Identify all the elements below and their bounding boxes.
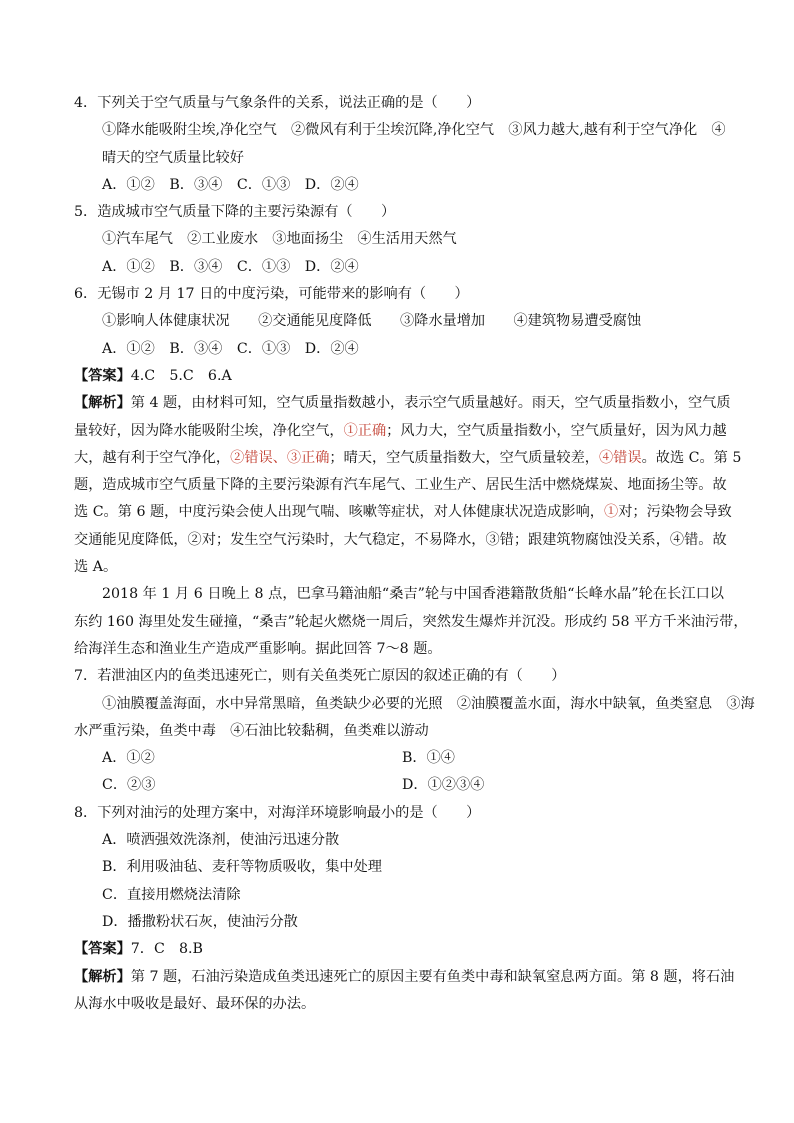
analysis-1-line-2 (74, 418, 727, 445)
question-5-items: ①汽车尾气 ②工业废水 ③地面扬尘 ④生活用天然气 (102, 231, 457, 248)
question-7-stem: 7．若泄油区内的鱼类迅速死亡，则有关鱼类死亡原因的叙述正确的有（ ） (74, 668, 566, 685)
option-d: D．①②③④ (402, 777, 485, 794)
answer-block-2 (74, 936, 724, 963)
answer-block-1 (74, 363, 724, 390)
analysis-text: ；风力大，空气质量指数小，空气质量好，因为风力越 (386, 422, 727, 439)
question-6-stem: 6．无锡市 2 月 17 日的中度污染，可能带来的影响有（ ） (74, 286, 469, 303)
question-4-options (74, 172, 724, 199)
option-d: D．②④ (304, 258, 359, 275)
option-a: A．①② (102, 258, 155, 275)
option-d: D．播撒粉状石灰，使油污分散 (102, 913, 298, 930)
analysis-1-line-5 (74, 499, 732, 526)
option-a: A．①② (102, 340, 155, 357)
question-5-stem: 5．造成城市空气质量下降的主要污染源有（ ） (74, 204, 396, 221)
question-7-items-cont: 水严重污染，鱼类中毒 ④石油比较黏稠，鱼类难以游动 (74, 722, 429, 739)
analysis-text: 选 C。第 6 题，中度污染会使人出现气喘、咳嗽等症状，对人体健康状况造成影响， (74, 504, 604, 521)
material-line-1: 2018 年 1 月 6 日晚上 8 点，巴拿马籍油船“桑吉”轮与中国香港籍散货船“长峰水晶”轮在长江口以 (102, 586, 724, 603)
analysis-2-line-1 (74, 964, 735, 991)
option-b: B．利用吸油毡、麦秆等物质吸收，集中处理 (102, 859, 382, 876)
analysis-1-line-4: 题，造成城市空气质量下降的主要污染源有汽车尾气、工业生产、居民生活中燃烧煤炭、地面扬尘等。故 (74, 477, 727, 494)
analysis-highlight: ④错误 (598, 449, 642, 466)
answer-tag: 【答案】 (74, 941, 131, 958)
option-a: A．①② (102, 750, 155, 767)
option-c: C．①③ (236, 340, 291, 357)
answer-text: 7．C 8.B (130, 941, 203, 958)
analysis-highlight: ①正确 (343, 422, 387, 439)
option-c: C．②③ (102, 777, 156, 794)
analysis-1-line-6: 交通能见度降低，②对；发生空气污染时，大气稳定，不易降水，③错；跟建筑物腐蚀没关系，④错。故 (74, 531, 727, 548)
option-b: B．③④ (169, 258, 223, 275)
question-4-items: ①降水能吸附尘埃,净化空气 ②微风有利于尘埃沉降,净化空气 ③风力越大,越有利于空气净化 ④ (102, 122, 726, 139)
option-b: B．③④ (169, 176, 223, 193)
material-line-2: 东约 160 海里处发生碰撞，“桑吉”轮起火燃烧一周后，突然发生爆炸并沉没。形成约 58 平方千米油污带， (74, 613, 748, 630)
analysis-highlight: ① (603, 504, 619, 521)
document-body (74, 90, 755, 1018)
analysis-tag: 【解析】 (74, 395, 131, 412)
option-c: C．①③ (236, 258, 291, 275)
analysis-2-line-2: 从海水中吸收是最好、最环保的办法。 (74, 995, 316, 1012)
analysis-text: ；晴天，空气质量指数大，空气质量较差， (329, 449, 599, 466)
analysis-text: 。故选 C。第 5 (641, 449, 742, 466)
question-6-options (74, 336, 724, 363)
option-d: D．②④ (304, 340, 359, 357)
analysis-text: 第 7 题，石油污染造成鱼类迅速死亡的原因主要有鱼类中毒和缺氧窒息两方面。第 8 题，将石油 (130, 968, 735, 985)
question-6-items: ①影响人体健康状况 ②交通能见度降低 ③降水量增加 ④建筑物易遭受腐蚀 (102, 313, 642, 330)
option-c: C．直接用燃烧法清除 (102, 886, 241, 903)
option-b: B．①④ (402, 750, 455, 767)
option-a: A．①② (102, 176, 155, 193)
analysis-text: 对；污染物会导致 (618, 504, 732, 521)
analysis-text: 第 4 题，由材料可知，空气质量指数越小，表示空气质量越好。雨天，空气质量指数小，空气质 (130, 395, 731, 412)
analysis-highlight: ②错误、③正确 (230, 449, 330, 466)
question-5-options (74, 254, 724, 281)
question-7-options-row-2 (74, 772, 724, 799)
option-c: C．①③ (236, 176, 291, 193)
question-7-items: ①油膜覆盖海面，水中异常黑暗，鱼类缺少必要的光照 ②油膜覆盖水面，海水中缺氧，鱼类窒息 ③海 (102, 695, 755, 712)
option-a: A．喷洒强效洗涤剂，使油污迅速分散 (102, 832, 340, 849)
analysis-text: 大，越有利于空气净化， (74, 449, 231, 466)
answer-tag: 【答案】 (74, 367, 131, 384)
analysis-1-line-7: 选 A。 (74, 559, 118, 576)
option-d: D．②④ (304, 176, 359, 193)
analysis-1-line-1 (74, 390, 731, 417)
material-line-3: 给海洋生态和渔业生产造成严重影响。据此回答 7～8 题。 (74, 640, 442, 657)
question-4-stem: 4．下列关于空气质量与气象条件的关系，说法正确的是（ ） (74, 95, 481, 111)
answer-text: 4.C 5.C 6.A (130, 367, 232, 384)
question-8-stem: 8．下列对油污的处理方案中，对海洋环境影响最小的是（ ） (74, 804, 481, 821)
option-b: B．③④ (169, 340, 223, 357)
analysis-1-line-3 (74, 445, 742, 472)
analysis-text: 量较好，因为降水能吸附尘埃，净化空气， (74, 422, 344, 439)
question-4-items-cont: 晴天的空气质量比较好 (102, 149, 244, 166)
analysis-tag: 【解析】 (74, 968, 131, 985)
question-7-options-row-1 (74, 745, 724, 772)
